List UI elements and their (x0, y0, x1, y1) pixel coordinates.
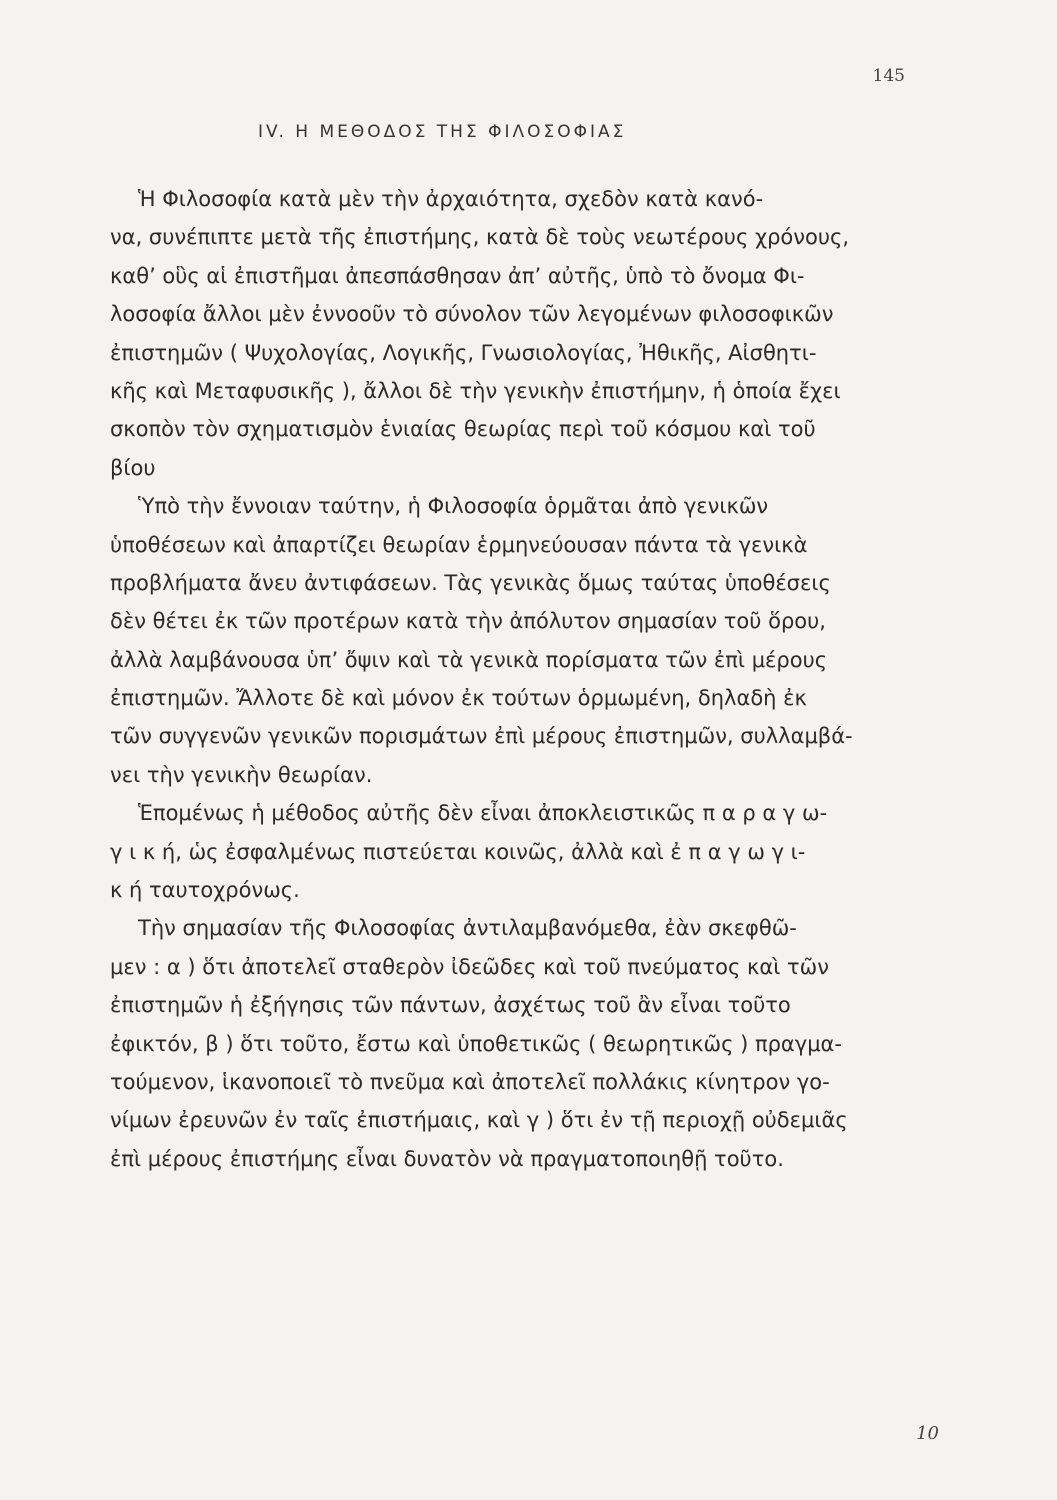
body-text (110, 180, 930, 1178)
text-line: ἐπιστημῶν ἡ ἐξήγησις τῶν πάντων, ἀσχέτως τοῦ ἂν εἶναι τοῦτο (110, 993, 791, 1018)
text-line: κ ή ταυτοχρόνως. (110, 878, 300, 903)
text-line: ὑποθέσεων καὶ ἀπαρτίζει θεωρίαν ἑρμηνεύουσαν πάντα τὰ γενικὰ (110, 532, 808, 557)
text-line: νίμων ἐρευνῶν ἐν ταῖς ἐπιστήμαις, καὶ γ ) ὅτι ἐν τῇ περιοχῇ οὐδεμιᾶς (110, 1108, 848, 1133)
text-line: ἐπιστημῶν ( Ψυχολογίας, Λογικῆς, Γνωσιολογίας, Ἠθικῆς, Αἰσθητι- (110, 340, 817, 365)
text-line: γ ι κ ή, ὡς ἐσφαλμένως πιστεύεται κοινῶς, ἀλλὰ καὶ ἐ π α γ ω γ ι- (110, 839, 806, 864)
text-line: νει τὴν γενικὴν θεωρίαν. (110, 762, 373, 787)
text-line: Τὴν σημασίαν τῆς Φιλοσοφίας ἀντιλαμβανόμεθα, ἐὰν σκεφθῶ- (138, 916, 797, 941)
text-line: Ἡ Φιλοσοφία κατὰ μὲν τὴν ἀρχαιότητα, σχεδὸν κατὰ κανό- (138, 187, 764, 211)
text-line: να, συνέπιπτε μετὰ τῆς ἐπιστήμης, κατὰ δὲ τοὺς νεωτέρους χρόνους, (110, 225, 849, 250)
text-line: δὲν θέτει ἐκ τῶν προτέρων κατὰ τὴν ἀπόλυτον σημασίαν τοῦ ὅρου, (110, 609, 826, 634)
text-line: μεν : α ) ὅτι ἀποτελεῖ σταθερὸν ἰδεῶδες καὶ τοῦ πνεύματος καὶ τῶν (110, 954, 829, 979)
text-line: σκοπὸν τὸν σχηματισμὸν ἑνιαίας θεωρίας περὶ τοῦ κόσμου καὶ τοῦ (110, 417, 816, 442)
footer-number: 10 (916, 1423, 939, 1444)
chapter-heading: IV. Η ΜΕΘΟΔΟΣ ΤΗΣ ΦΙΛΟΣΟΦΙΑΣ (258, 122, 627, 142)
text-line: Ἑπομένως ἡ μέθοδος αὐτῆς δὲν εἶναι ἀποκλειστικῶς π α ρ α γ ω- (138, 801, 828, 826)
text-line: ἐπὶ μέρους ἐπιστήμης εἶναι δυνατὸν νὰ πραγματοποιηθῇ τοῦτο. (110, 1146, 784, 1171)
text-line: τῶν συγγενῶν γενικῶν πορισμάτων ἐπὶ μέρους ἐπιστημῶν, συλλαμβά- (110, 724, 853, 749)
text-line: λοσοφία ἄλλοι μὲν ἐννοοῦν τὸ σύνολον τῶν λεγομένων φιλοσοφικῶν (110, 302, 834, 327)
text-line: ἐφικτόν, β ) ὅτι τοῦτο, ἔστω καὶ ὑποθετικῶς ( θεωρητικῶς ) πραγμα- (110, 1031, 842, 1056)
text-line: ἀλλὰ λαμβάνουσα ὑπ’ ὄψιν καὶ τὰ γενικὰ πορίσματα τῶν ἐπὶ μέρους (110, 647, 828, 672)
page-number: 145 (872, 66, 905, 86)
text-line: προβλήματα ἄνευ ἀντιφάσεων. Τὰς γενικὰς ὅμως ταύτας ὑποθέσεις (110, 570, 831, 595)
text-line: κῆς καὶ Μεταφυσικῆς ), ἄλλοι δὲ τὴν γενικὴν ἐπιστήμην, ἡ ὁποία ἔχει (110, 378, 841, 403)
text-line: βίου (110, 455, 156, 480)
text-line: ἐπιστημῶν. Ἄλλοτε δὲ καὶ μόνον ἐκ τούτων ὁρμωμένη, δηλαδὴ ἐκ (110, 686, 807, 711)
text-line: Ὑπὸ τὴν ἔννοιαν ταύτην, ἡ Φιλοσοφία ὁρμᾶται ἀπὸ γενικῶν (138, 494, 769, 519)
text-line: τούμενον, ἱκανοποιεῖ τὸ πνεῦμα καὶ ἀποτελεῖ πολλάκις κίνητρον γο- (110, 1069, 830, 1094)
text-line: καθ’ οὓς αἱ ἐπιστῆμαι ἀπεσπάσθησαν ἀπ’ αὐτῆς, ὑπὸ τὸ ὄνομα Φι- (110, 263, 805, 288)
